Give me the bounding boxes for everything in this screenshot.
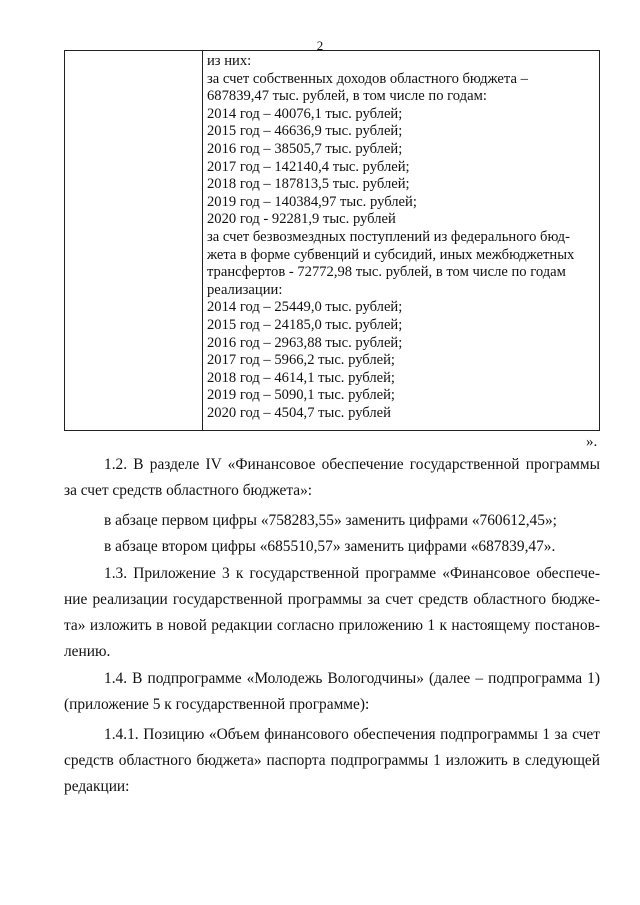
- table-line: 2016 год – 38505,7 тыс. рублей;: [207, 140, 403, 157]
- paragraph-line: (приложение 5 к государственной программе):: [64, 696, 370, 713]
- table-line: 2019 год – 140384,97 тыс. рублей;: [207, 193, 417, 210]
- table-line: 2015 год – 46636,9 тыс. рублей;: [207, 123, 403, 140]
- paragraph-line: средств областного бюджета» паспорта подпрограммы 1 изложить в следующей: [64, 752, 600, 769]
- paragraph-line: в абзаце первом цифры «758283,55» заменить цифрами «760612,45»;: [104, 512, 557, 529]
- paragraph-line: 1.2. В разделе IV «Финансовое обеспечение государственной программы: [104, 456, 600, 473]
- paragraph-line: в абзаце втором цифры «685510,57» заменить цифрами «687839,47».: [104, 538, 556, 555]
- paragraph-1-3: [64, 561, 600, 665]
- paragraph-line: ние реализации государственной программы за счет средств областного бюдже-: [64, 591, 600, 608]
- paragraph-line: 1.4.1. Позицию «Объем финансового обеспечения подпрограммы 1 за счет: [104, 726, 600, 743]
- table-line: 2020 год – 4504,7 тыс. рублей: [207, 404, 391, 421]
- paragraph-line: 1.4. В подпрограмме «Молодежь Вологодчины» (далее – подпрограмма 1): [104, 670, 600, 687]
- financing-table: [64, 50, 600, 431]
- page-number: 2: [316, 38, 324, 53]
- paragraph-line: 1.3. Приложение 3 к государственной программе «Финансовое обеспече-: [104, 565, 600, 582]
- paragraph-line: лению.: [64, 643, 111, 660]
- table-line: 2020 год - 92281,9 тыс. рублей: [207, 211, 396, 228]
- table-right-cell: [203, 51, 599, 430]
- paragraph-1-4: [64, 666, 600, 718]
- paragraph-line: та» изложить в новой редакции согласно приложению 1 к настоящему постанов-: [64, 617, 600, 634]
- table-line: за счет собственных доходов областного бюджета –: [207, 70, 528, 87]
- paragraph-abz2: [64, 534, 600, 560]
- table-line: 2014 год – 25449,0 тыс. рублей;: [207, 299, 403, 316]
- table-line: за счет безвозмездных поступлений из федерального бюд-: [207, 228, 570, 245]
- table-line: 2018 год – 187813,5 тыс. рублей;: [207, 176, 410, 193]
- paragraph-1-2: [64, 452, 600, 504]
- table-line: 2019 год – 5090,1 тыс. рублей;: [207, 387, 395, 404]
- table-line: из них:: [207, 53, 252, 69]
- paragraph-abz1: [64, 508, 600, 534]
- closing-quote: ».: [586, 434, 598, 450]
- table-line: 2016 год – 2963,88 тыс. рублей;: [207, 334, 403, 351]
- table-line: жета в форме субвенций и субсидий, иных межбюджетных: [207, 246, 575, 263]
- paragraph-line: за счет средств областного бюджета»:: [64, 482, 313, 499]
- table-line: 2014 год – 40076,1 тыс. рублей;: [207, 105, 403, 122]
- table-line: трансфертов - 72772,98 тыс. рублей, в том числе по годам: [207, 264, 566, 281]
- table-line: реализации:: [207, 281, 283, 298]
- table-line: 2017 год – 142140,4 тыс. рублей;: [207, 158, 410, 175]
- table-line: 2017 год – 5966,2 тыс. рублей;: [207, 352, 395, 369]
- table-left-cell: [65, 51, 203, 430]
- paragraph-line: редакции:: [64, 778, 130, 795]
- paragraph-1-4-1: [64, 722, 600, 800]
- table-line: 2015 год – 24185,0 тыс. рублей;: [207, 316, 403, 333]
- table-line: 687839,47 тыс. рублей, в том числе по годам:: [207, 88, 487, 105]
- table-line: 2018 год – 4614,1 тыс. рублей;: [207, 369, 395, 386]
